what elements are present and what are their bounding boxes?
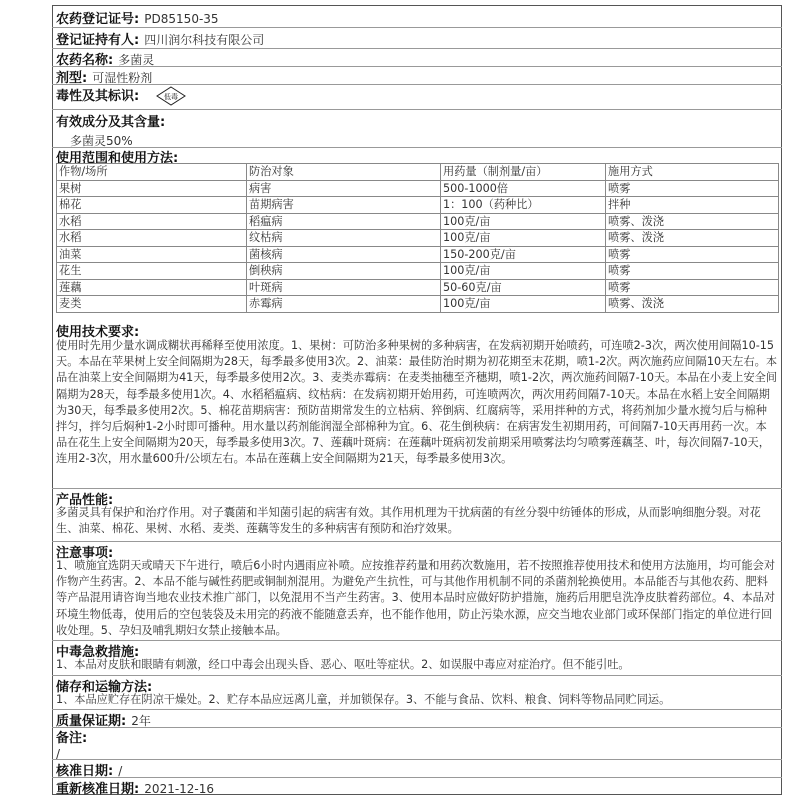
approval-date-value: / [118, 764, 123, 778]
table-cell: 50-60克/亩 [441, 279, 606, 296]
ingredients-value: 多菌灵50% [70, 134, 133, 148]
table-cell: 稻瘟病 [247, 213, 441, 230]
ingredients-label: 有效成分及其含量: [56, 115, 166, 130]
table-cell: 喷雾 [606, 263, 779, 280]
registration-number-value: PD85150-35 [144, 12, 219, 26]
table-cell: 果树 [57, 180, 247, 197]
precautions-text: 1、喷施宜选阴天或晴天下午进行，喷后6小时内遇雨应补喷。应按推荐药量和用药次数施用，若不按照推荐使用技术和使用方法施用，均可能会对作物产生药害。2、本品不能与碱性药肥或铜制剂混用。为避免产生抗性，可与其他作用机制不同的杀菌剂轮换使用。本品能否与其他农药、肥料等产品混用请咨询当地农业技术推广部门，以免混用不当产生药害。3、使用本品时应做好防护措施，施药后用肥皂洗净皮肤着药部位。4、本品对环境生物低毒，使用后的空包装袋及未用完的药液不能随意丢弃，也不能作他用，防止污染水源，应交当地农业部门或环保部门指定的单位进行回收处理。5、孕妇及哺乳期妇女禁止接触本品。 [56, 559, 776, 637]
table-cell: 油菜 [57, 246, 247, 263]
column-header-target: 防治对象 [247, 164, 441, 181]
low-toxicity-text: 低毒 [164, 93, 178, 101]
technique-label: 使用技术要求: [56, 325, 140, 340]
table-cell: 纹枯病 [247, 230, 441, 247]
approval-date-label: 核准日期: [56, 764, 114, 779]
table-cell: 麦类 [57, 296, 247, 313]
table-cell: 花生 [57, 263, 247, 280]
table-cell: 喷雾、泼浇 [606, 213, 779, 230]
divider [52, 109, 782, 110]
first-aid-label: 中毒急救措施: [56, 645, 140, 660]
usage-table [56, 163, 779, 313]
table-row [57, 296, 779, 313]
column-header-crop: 作物/场所 [57, 164, 247, 181]
column-header-dosage: 用药量（制剂量/亩） [441, 164, 606, 181]
table-cell: 喷雾、泼浇 [606, 296, 779, 313]
table-cell: 喷雾、泼浇 [606, 230, 779, 247]
table-cell: 病害 [247, 180, 441, 197]
table-cell: 1：100（药种比） [441, 197, 606, 214]
low-toxicity-icon [156, 86, 186, 106]
table-cell: 拌种 [606, 197, 779, 214]
table-row [57, 279, 779, 296]
storage-text: 1、本品应贮存在阴凉干燥处。2、贮存本品应远离儿童，并加锁保存。3、不能与食品、饮料、粮食、饲料等物品同贮同运。 [56, 693, 671, 706]
table-cell: 菌核病 [247, 246, 441, 263]
product-name-label: 农药名称: [56, 53, 114, 68]
table-row [57, 180, 779, 197]
usage-table-header [57, 164, 779, 181]
table-row [57, 213, 779, 230]
holder-row [56, 29, 776, 48]
performance-label: 产品性能: [56, 493, 114, 508]
formulation-label: 剂型: [56, 71, 88, 86]
table-row [57, 246, 779, 263]
table-cell: 棉花 [57, 197, 247, 214]
reapproval-date-row [56, 778, 776, 797]
table-cell: 叶斑病 [247, 279, 441, 296]
remarks-label: 备注: [56, 731, 88, 746]
toxicity-label: 毒性及其标识: [56, 89, 140, 104]
table-cell: 赤霉病 [247, 296, 441, 313]
product-name-value: 多菌灵 [118, 53, 155, 67]
warranty-value: 2年 [131, 714, 151, 728]
technique-text: 使用时先用少量水调成糊状再稀释至使用浓度。1、果树：可防治多种果树的多种病害，在发病初期开始喷药，可连喷2-3次，两次使用间隔10-15天。本品在苹果树上安全间隔期为28天，每季最多使用3次。2、油菜：最佳防治时期为初花期至末花期，喷1-2次。两次施药应间隔10天左右。本品在油菜上安全间隔期为41天，每季最多使用2次。3、麦类赤霉病：在麦类抽穗至齐穗期，喷1-2次，两次施药间隔7-10天。本品在小麦上安全间隔期为28天，每季最多使用1次。4、水稻稻瘟病、纹枯病：在发病初期开始用药，可连喷两次，两次用药间隔7-10天。本品在水稻上安全间隔期为30天，每季最多使用2次。5、棉花苗期病害：预防苗期常发生的立枯病、猝倒病、红腐病等，采用拌种的方式，将药剂加少量水搅匀后与棉种拌匀，拌匀后焖种1-2小时即可播种。用水量以药剂能润湿全部棉种为宜。6、花生倒秧病：在病害发生初期用药，可间隔7-10天再用药一次。本品在花生上安全间隔期为20天，每季最多使用3次。7、莲藕叶斑病：在莲藕叶斑病初发前期采用喷雾法均匀喷雾莲藕茎、叶，每次间隔7-10天，连用2-3次，用水量600升/公顷左右。本品在莲藕上安全间隔期为21天，每季最多使用3次。 [56, 339, 778, 466]
reapproval-date-value: 2021-12-16 [144, 782, 215, 796]
holder-value: 四川润尔科技有限公司 [144, 33, 265, 47]
table-cell: 莲藕 [57, 279, 247, 296]
table-cell: 100克/亩 [441, 296, 606, 313]
table-cell: 水稻 [57, 213, 247, 230]
holder-label: 登记证持有人: [56, 33, 140, 48]
table-cell: 喷雾 [606, 246, 779, 263]
table-cell: 100克/亩 [441, 230, 606, 247]
column-header-method: 施用方式 [606, 164, 779, 181]
table-cell: 100克/亩 [441, 213, 606, 230]
first-aid-text: 1、本品对皮肤和眼睛有刺激，经口中毒会出现头昏、恶心、呕吐等症状。2、如误服中毒应对症治疗。但不能引吐。 [56, 658, 630, 671]
table-cell: 倒秧病 [247, 263, 441, 280]
registration-number-row [56, 8, 776, 27]
divider [52, 27, 782, 28]
table-cell: 150-200克/亩 [441, 246, 606, 263]
usage-label: 使用范围和使用方法: [56, 151, 179, 166]
table-cell: 苗期病害 [247, 197, 441, 214]
table-cell: 500-1000倍 [441, 180, 606, 197]
performance-text: 多菌灵具有保护和治疗作用。对子囊菌和半知菌引起的病害有效。其作用机理为干扰病菌的有丝分裂中纺锤体的形成，从而影响细胞分裂。对花生、油菜、棉花、果树、水稻、麦类、莲藕等发生的多种病害有预防和治疗效果。 [56, 506, 761, 536]
table-row [57, 230, 779, 247]
storage-label: 储存和运输方法: [56, 680, 153, 695]
warranty-label: 质量保证期: [56, 714, 127, 729]
formulation-value: 可湿性粉剂 [92, 71, 153, 85]
reapproval-date-label: 重新核准日期: [56, 782, 140, 797]
remarks-value: / [56, 747, 61, 761]
table-row [57, 263, 779, 280]
table-cell: 喷雾 [606, 279, 779, 296]
registration-number-label: 农药登记证号: [56, 12, 140, 27]
precautions-label: 注意事项: [56, 546, 114, 561]
table-cell: 喷雾 [606, 180, 779, 197]
table-row [57, 197, 779, 214]
table-cell: 水稻 [57, 230, 247, 247]
ingredients-heading [56, 111, 776, 130]
table-cell: 100克/亩 [441, 263, 606, 280]
